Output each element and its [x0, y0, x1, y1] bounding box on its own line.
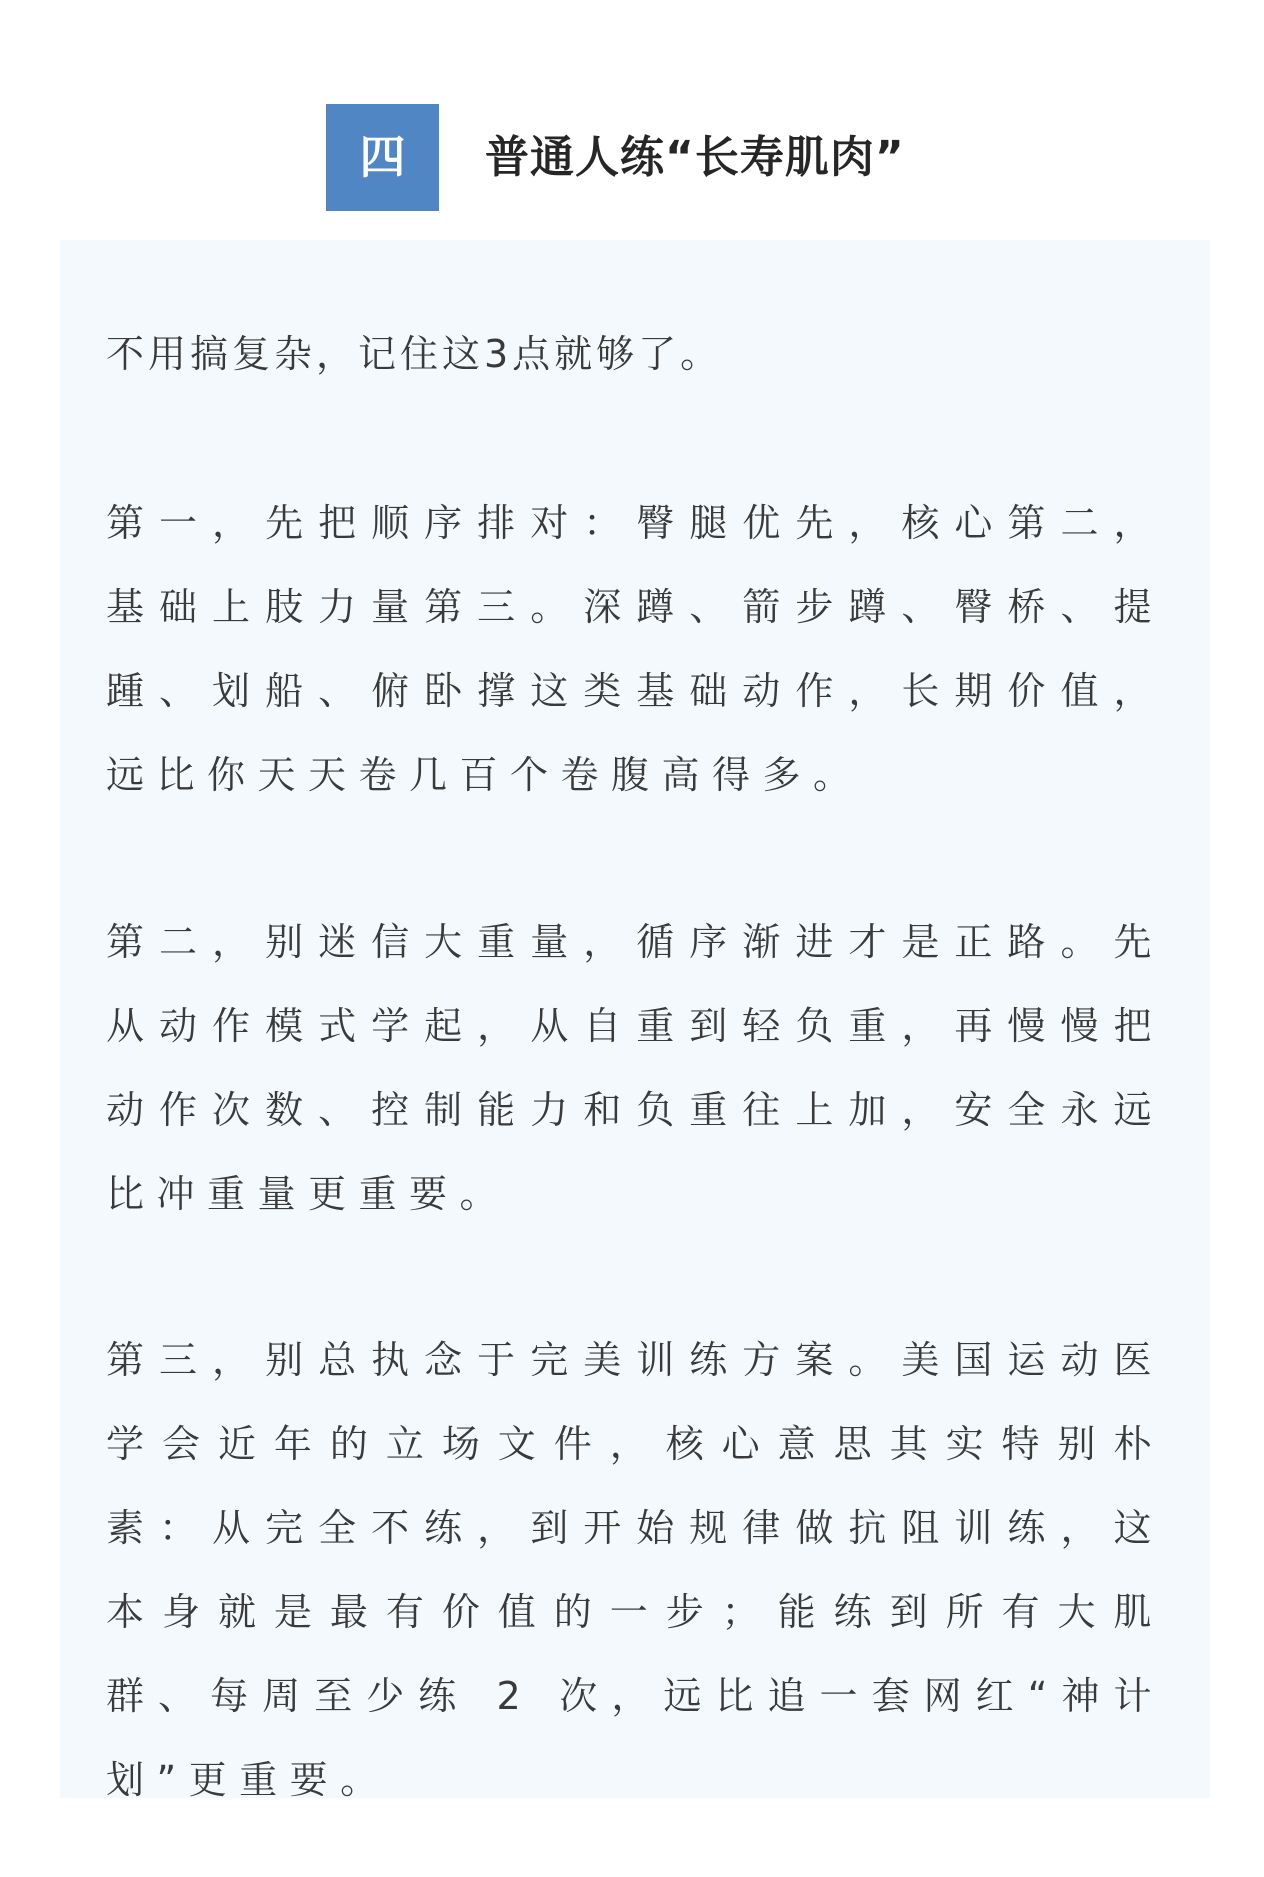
content-panel [60, 240, 1210, 1802]
section-header [0, 104, 1264, 212]
section-title: 普通人练“长寿肌肉” [485, 132, 905, 183]
intro-paragraph: 不用搞复杂，记住这3点就够了。 [106, 332, 723, 376]
point-1-paragraph: 第一，先把顺序排对：臀腿优先，核心第二，基础上肢力量第三。深蹲、箭步蹲、臀桥、提踵、划船、俯卧撑这类基础动作，长期价值，远比你天天卷几百个卷腹高得多。 [106, 501, 1164, 797]
point-2-paragraph: 第二，别迷信大重量，循序渐进才是正路。先从动作模式学起，从自重到轻负重，再慢慢把动作次数、控制能力和负重往上加，安全永远比冲重量更重要。 [106, 920, 1164, 1216]
point-3-paragraph: 第三，别总执念于完美训练方案。美国运动医学会近年的立场文件，核心意思其实特别朴素：从完全不练，到开始规律做抗阻训练，这本身就是最有价值的一步；能练到所有大肌群、每周至少练 2 次，远比追一套网红“神计划”更重要。 [106, 1338, 1164, 1802]
section-number-badge: 四 [326, 104, 439, 211]
